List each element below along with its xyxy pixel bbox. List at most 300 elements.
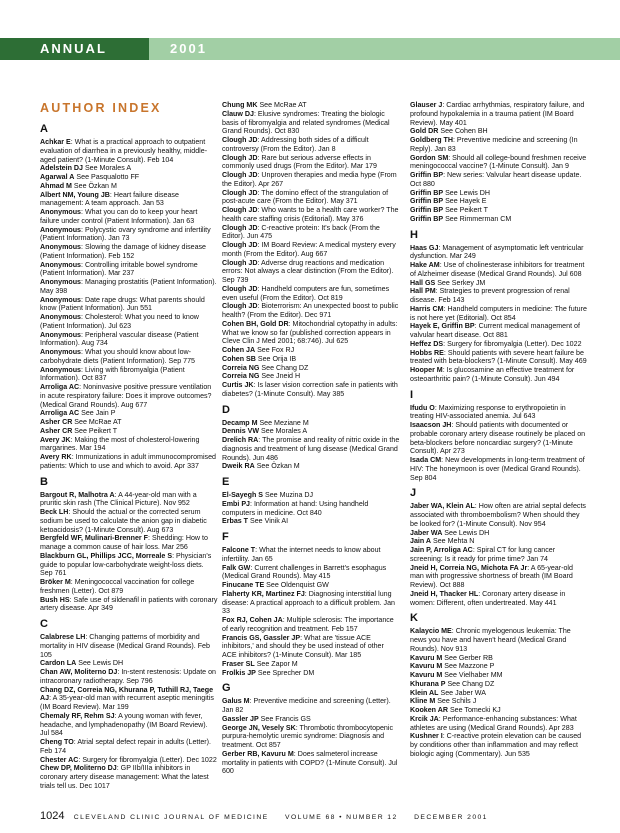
entry-text: See Jaber WA: [438, 688, 486, 697]
entry-text: See Fox RJ: [255, 346, 295, 354]
entry-text: : Should patients with severe heart failure be treated with beta-blockers? (1-Minute Consult). May 469: [410, 348, 587, 366]
index-entry: [410, 305, 588, 323]
index-entry: [410, 590, 588, 608]
index-entry: [222, 590, 400, 616]
entry-author: Chew DP, Moliterno DJ: [40, 764, 117, 773]
entry-author: Bush HS: [40, 595, 70, 604]
entry-author: Cohen JA: [222, 346, 256, 354]
entry-text: See Rimmerman CM: [443, 214, 512, 223]
index-entry: [222, 634, 400, 660]
entry-author: Blackburn GL, Phillips JCC, Morreale S: [40, 551, 173, 560]
index-entry: [222, 750, 400, 776]
entry-text: : Bioterrorism: An unexpected boost to public health? (From the Editor). Dec 971: [222, 302, 399, 319]
entry-text: : A 44-year-old man with a pruritic skin rash (The Clinical Picture). Nov 952: [40, 490, 197, 508]
entry-author: Cardon LA: [40, 659, 77, 668]
section-letter: I: [410, 388, 414, 401]
index-entry: [40, 668, 218, 686]
index-entry: [40, 508, 218, 534]
entry-text: : Surgery for fibromyalgia (Letter). Dec 1022: [443, 339, 582, 348]
entry-author: Kavuru M: [410, 653, 443, 662]
index-entry: [222, 427, 400, 436]
index-entry: [40, 243, 218, 261]
entry-author: Gassler JP: [222, 714, 259, 723]
entry-author: Jneid H, Thacker HL: [410, 589, 479, 598]
entry-author: Griffin BP: [410, 206, 444, 214]
entry-text: See Chang DZ: [445, 679, 495, 688]
entry-author: Klein AL: [410, 688, 439, 697]
index-entry: [40, 348, 218, 366]
entry-author: Isada CM: [410, 456, 442, 464]
entry-text: See Jain P: [79, 409, 116, 418]
index-entry: [40, 164, 218, 173]
entry-text: : What the internet needs to know about infertility. Jan 65: [222, 546, 381, 563]
entry-text: : A 35-year-old man with recurrent aseptic meningitis (IM Board Review). Mar 199: [40, 694, 214, 711]
entry-text: : Preventive medicine and screening (Letter). Jan 82: [222, 697, 391, 714]
index-entry: [410, 715, 588, 733]
index-entry: [40, 383, 218, 409]
entry-author: Anonymous: [40, 348, 81, 356]
index-entry: [410, 340, 588, 349]
entry-author: Frolkis JP: [222, 668, 256, 677]
entry-author: Galus M: [222, 697, 250, 706]
entry-author: Hobbs RE: [410, 348, 444, 357]
entry-author: Anonymous: [40, 243, 81, 251]
entry-author: Hall GS: [410, 278, 436, 287]
index-entry: [40, 331, 218, 349]
entry-author: Griffin BP: [410, 188, 444, 197]
index-column-3: [410, 101, 588, 759]
index-entry: [40, 552, 218, 578]
entry-text: : Does salmeterol increase mortality in patients with COPD? (1-Minute Consult). Jul 600: [222, 749, 398, 776]
entry-text: : Maximizing response to erythropoietin in treating HIV-associated anemia. Jul 643: [410, 403, 566, 421]
entry-author: Khurana P: [410, 679, 446, 688]
entry-author: Curtis JK: [222, 381, 254, 389]
entry-text: See McRae AT: [72, 418, 122, 426]
index-entry: [40, 596, 218, 614]
entry-text: : What are 'tissue ACE inhibitors,' and should they be used instead of other ACE inhibitors? (1-Minute Consult). Mar 185: [222, 633, 384, 659]
entry-author: Albert NM, Young JB: [40, 190, 110, 199]
entry-author: Griffin BP: [410, 171, 444, 179]
entry-text: : Spiral CT for lung cancer screening: Is it ready for prime time? Jan 74: [410, 546, 556, 563]
index-entry: [222, 101, 400, 110]
index-entry: [222, 462, 400, 471]
entry-text: See Mazzone P: [442, 662, 495, 671]
section-letter: F: [222, 531, 229, 543]
entry-author: Hall PM: [410, 287, 436, 296]
section-letter: G: [222, 682, 231, 695]
entry-author: Anonymous: [40, 295, 81, 304]
index-entry: [410, 127, 588, 136]
entry-author: Correia NG: [222, 363, 260, 372]
entry-author: Clough JD: [222, 206, 258, 214]
entry-text: : Slowing the damage of kidney disease (Patient Information). Feb 152: [40, 243, 207, 260]
index-entry: [40, 278, 218, 296]
entry-author: Drelich RA: [222, 436, 259, 444]
entry-author: Chan AW, Moliterno DJ: [40, 668, 118, 676]
section-letter: E: [222, 476, 230, 488]
index-entry: [222, 136, 400, 154]
entry-text: : Who wants to be a health care worker? The health care staffing crisis (Editorial). May 376: [222, 206, 399, 223]
entry-text: : A 65-year-old man with progressive shortness of breath (IM Board Review). Oct 888: [410, 563, 573, 589]
entry-text: See Morales A: [259, 427, 308, 436]
entry-text: : Managing prostatitis (Patient Information). May 398: [40, 278, 217, 295]
header-banner: [0, 38, 620, 78]
entry-author: Clough JD: [222, 241, 258, 249]
entry-text: : Current challenges in Barrett's esophagus (Medical Grand Rounds). May 415: [222, 563, 387, 581]
entry-author: Arroliga AC: [40, 383, 80, 391]
entry-author: Cohen SB: [222, 354, 256, 363]
entry-text: : How often are atrial septal defects associated with thromboembolism? When should they be looked for? (1-Minute Consult). Nov 954: [410, 502, 586, 528]
entry-text: See McRae AT: [257, 101, 307, 109]
index-entry: [410, 697, 588, 706]
section-letter: A: [40, 123, 48, 135]
section-letter: K: [410, 612, 418, 625]
entry-author: Agarwal A: [40, 173, 75, 181]
entry-author: Jaber WA: [410, 528, 443, 537]
entry-text: : Mitochondrial cytopathy in adults: What we know so far (published correction appears in Cleve Clin J Med 2001; 68:746). Jul 625: [222, 319, 398, 346]
index-entry: [40, 173, 218, 182]
index-entry: [410, 654, 588, 663]
index-entry: [410, 215, 588, 224]
index-entry: [410, 706, 588, 715]
entry-author: Adelstein DJ: [40, 164, 83, 173]
index-column-1: [40, 118, 218, 791]
index-entry: [222, 564, 400, 582]
index-entry: [222, 381, 400, 399]
entry-text: : Elusive syndromes: Treating the biologic basis of fibromyalgia and related syndromes (Medical Grand Rounds). Oct 830: [222, 109, 390, 136]
entry-author: Goldberg TH: [410, 136, 453, 144]
entry-text: : Adverse drug reactions and medication errors: Not always a clear distinction (From the Editor). Sep 739: [222, 258, 394, 284]
entry-text: : IM Board Review: A medical mystery every month (From the Editor). Aug 667: [222, 241, 396, 258]
index-entry: [410, 564, 588, 590]
entry-text: See Muzina DJ: [263, 491, 314, 499]
entry-author: Bröker M: [40, 578, 71, 586]
entry-text: See Jneid H: [259, 372, 301, 381]
index-entry: [222, 346, 400, 355]
section-letter: B: [40, 475, 48, 488]
entry-text: : Cardiac arrhythmias, respiratory failure, and profound hypokalemia in a trauma patient (IM Board Review). May 401: [410, 101, 585, 127]
entry-author: Chang DZ, Correia NG, Khurana P, Tuthill RJ, Taege AJ: [40, 685, 214, 703]
entry-author: Hooper M: [410, 366, 443, 374]
entry-author: Jain A: [410, 537, 432, 546]
index-entry: [222, 660, 400, 669]
entry-author: Cohen BH, Gold DR: [222, 319, 289, 328]
entry-text: : Preventive medicine and screening (In Reply). Jan 83: [410, 136, 578, 153]
entry-text: : New developments in long-term treatment of HIV: The honeymoon is over (Medical Grand Rounds). Sep 804: [410, 456, 585, 482]
index-entry: [40, 296, 218, 314]
entry-text: : Changing patterns of morbidity and mortality in HIV disease (Medical Grand Rounds). Feb 105: [40, 633, 210, 659]
entry-text: : Shedding: How to manage a common cause of hair loss. Mar 256: [40, 534, 208, 551]
index-entry: [410, 529, 588, 538]
index-entry: [40, 191, 218, 209]
entry-text: : Immunizations in adult immunocompromised patients: Which to use and which to avoid. Apr 337: [40, 453, 216, 470]
entry-text: See Mehta N: [431, 537, 475, 546]
index-entry: [222, 491, 400, 500]
index-entry: [410, 680, 588, 689]
entry-text: : Polycystic ovary syndrome and infertility (Patient Information). Jan 73: [40, 225, 211, 243]
entry-author: Ifudu O: [410, 403, 435, 412]
entry-author: Arroliga AC: [40, 409, 80, 418]
entry-author: Falk GW: [222, 563, 251, 572]
index-entry: [410, 421, 588, 456]
entry-text: : Strategies to prevent progression of renal disease. Feb 143: [410, 287, 570, 304]
entry-text: See Morales A: [82, 164, 132, 173]
index-entry: [410, 349, 588, 367]
entry-author: Decamp M: [222, 418, 258, 427]
entry-text: : In-stent restenosis: Update on intracoronary radiotherapy. Sep 796: [40, 668, 216, 685]
entry-text: See Peikert T: [443, 206, 488, 214]
entry-text: : Diagnosing interstitial lung disease: A practical approach to a difficult problem. Jan 33: [222, 589, 395, 616]
entry-text: See Oldenquist GW: [264, 581, 329, 589]
index-entry: [222, 355, 400, 364]
entry-author: Kushner I: [410, 732, 443, 741]
index-entry: [222, 206, 400, 224]
entry-text: See Özkan M: [254, 462, 300, 471]
index-entry: [40, 182, 218, 191]
index-entry: [222, 546, 400, 564]
entry-author: Kline M: [410, 697, 436, 706]
index-entry: [40, 633, 218, 659]
entry-text: : Use of cholinesterase inhibitors for treatment of Alzheimer disease (Medical Grand Rounds). Jul 608: [410, 261, 585, 278]
entry-text: See Vinik AI: [248, 517, 289, 526]
header-year: 2001: [170, 41, 207, 56]
entry-author: Clough JD: [222, 136, 258, 144]
entry-text: See Francis GS: [258, 714, 311, 723]
entry-text: : Management of asymptomatic left ventricular dysfunction. Mar 249: [410, 243, 584, 261]
index-column-2: [222, 101, 400, 776]
index-entry: [222, 364, 400, 373]
index-entry: [410, 261, 588, 279]
entry-text: : The domino effect of the strangulation of post-acute care (From the Editor). May 371: [222, 188, 389, 206]
index-entry: [222, 171, 400, 189]
index-entry: [222, 189, 400, 207]
index-entry: [40, 226, 218, 244]
entry-text: : What you should know about low-carbohydrate diets (Patient Information). Sep 775: [40, 348, 195, 365]
entry-text: : Noninvasive positive pressure ventilation in acute respiratory failure: Does it improve outcomes? (Medical Grand Rounds). Aug 677: [40, 383, 212, 409]
issue-date: DECEMBER 2001: [414, 814, 488, 821]
index-entry: [410, 136, 588, 154]
index-entry: [222, 616, 400, 634]
entry-author: Fox RJ, Cohen JA: [222, 616, 283, 624]
index-entry: [40, 427, 218, 436]
journal-name: CLEVELAND CLINIC JOURNAL OF MEDICINE: [73, 814, 269, 821]
index-entry: [222, 724, 400, 750]
entry-author: Falcone T: [222, 546, 256, 554]
index-entry: [410, 537, 588, 546]
entry-text: : Thrombotic thrombocytopenic purpura-hemolytic uremic syndrome: Diagnosis and treatment. Oct 857: [222, 723, 393, 749]
entry-text: : What is a practical approach to outpatient evaluation of diarrhea in a previously healthy, middle-aged patient? (1-Minute Consult). Feb 104: [40, 138, 208, 164]
index-entry: [222, 320, 400, 346]
entry-author: Clough JD: [222, 188, 258, 197]
index-entry: [410, 546, 588, 564]
entry-text: : The promise and reality of nitric oxide in the diagnosis and treatment of lung disease (Medical Grand Rounds). Jun 486: [222, 436, 400, 462]
index-entry: [40, 764, 218, 790]
entry-author: Anonymous: [40, 260, 81, 269]
entry-author: Clough JD: [222, 258, 258, 267]
entry-author: Clough JD: [222, 284, 258, 293]
index-entry: [40, 409, 218, 418]
index-entry: [410, 197, 588, 206]
entry-author: Chemaly RF, Rehm SJ: [40, 711, 115, 720]
entry-author: Kavuru M: [410, 671, 443, 679]
entry-author: Clough JD: [222, 153, 258, 162]
entry-author: Finucane TE: [222, 581, 265, 589]
volume-issue: VOLUME 68 • NUMBER 12: [285, 814, 398, 821]
entry-author: Bargout R, Malhotra A: [40, 490, 115, 499]
entry-text: See Lewis DH: [443, 188, 491, 197]
entry-author: Bergfeld WF, Mulinari-Brenner F: [40, 534, 148, 543]
index-entry: [40, 418, 218, 427]
entry-author: Flaherty KR, Martinez FJ: [222, 589, 305, 598]
entry-text: See Tomecki KJ: [447, 706, 501, 714]
entry-text: See Cohen BH: [438, 127, 488, 136]
entry-text: : Handheld computers are fun, sometimes even useful (From the Editor). Oct 819: [222, 284, 390, 302]
index-entry: [222, 419, 400, 428]
entry-author: Anonymous: [40, 330, 81, 339]
entry-author: Jneid H, Correia NG, Michota FA Jr: [410, 563, 528, 572]
entry-text: : New series: Valvular heart disease update. Oct 880: [410, 171, 582, 188]
entry-text: See Özkan M: [71, 181, 117, 190]
entry-text: : Handheld computers in medicine: The future is not here yet (Editorial). Oct 854: [410, 304, 587, 322]
index-entry: [40, 261, 218, 279]
index-entry: [410, 627, 588, 653]
index-entry: [40, 208, 218, 226]
index-entry: [410, 171, 588, 189]
page-title: AUTHOR INDEX: [40, 101, 162, 115]
page-footer: [40, 810, 488, 822]
entry-author: Kalaycio ME: [410, 627, 452, 636]
entry-text: See Lewis DH: [442, 528, 490, 537]
entry-author: Gordon SM: [410, 153, 449, 162]
index-entry: [410, 732, 588, 758]
section-letter: C: [40, 618, 48, 630]
entry-text: See Sprecher DM: [255, 668, 315, 677]
index-entry: [40, 366, 218, 384]
entry-author: George JN, Vesely SK: [222, 723, 296, 732]
entry-author: Francis GS, Gassler JP: [222, 633, 301, 642]
index-entry: [222, 715, 400, 724]
entry-text: : Chronic myelogenous leukemia: The news you have and haven't heard (Medical Grand Rounds). Nov 913: [410, 627, 571, 653]
index-entry: [410, 366, 588, 384]
index-entry: [222, 224, 400, 242]
index-entry: [410, 154, 588, 172]
index-entry: [222, 581, 400, 590]
index-entry: [40, 313, 218, 331]
section-letter: D: [222, 403, 230, 416]
entry-text: See Gerber RB: [442, 653, 493, 662]
entry-author: Clough JD: [222, 302, 258, 311]
entry-text: See Orija IB: [255, 354, 297, 363]
entry-text: See Serkey JM: [435, 278, 486, 287]
entry-text: : Cholesterol: What you need to know (Patient Information). Jul 623: [40, 313, 199, 330]
index-entry: [40, 453, 218, 471]
entry-author: Anonymous: [40, 278, 81, 286]
index-entry: [40, 436, 218, 454]
entry-text: : Atrial septal defect repair in adults (Letter). Feb 174: [40, 738, 211, 755]
entry-text: : Performance-enhancing substances: What athletes are using (Medical Grand Rounds). Apr 283: [410, 714, 577, 732]
entry-text: : Heart failure disease management: A team approach. Jan 53: [40, 190, 179, 208]
entry-author: Clough JD: [222, 171, 258, 179]
entry-text: : Meningococcal vaccination for college freshmen (Letter). Oct 879: [40, 578, 195, 595]
entry-text: : Coronary artery disease in women: Different, often undertreated. May 441: [410, 589, 566, 607]
entry-author: Ahmad M: [40, 181, 72, 190]
index-entry: [40, 491, 218, 509]
entry-author: Erbas T: [222, 517, 249, 526]
entry-text: : Is laser vision correction safe in patients with diabetes? (1-Minute Consult). May 385: [222, 381, 398, 398]
index-entry: [410, 101, 588, 127]
index-entry: [40, 659, 218, 668]
entry-author: Heffez DS: [410, 339, 444, 348]
entry-text: : Addressing both sides of a difficult controversy (From the Editor). Jan 8: [222, 136, 369, 153]
entry-text: See Lewis DH: [76, 659, 124, 668]
entry-author: Fraser SL: [222, 659, 255, 668]
entry-text: See Vielhaber MM: [442, 671, 503, 679]
entry-author: Chester AC: [40, 755, 79, 764]
entry-author: Kavuru M: [410, 662, 443, 671]
entry-author: Avery JK: [40, 435, 71, 444]
entry-text: : Information at hand: Using handheld computers in medicine. Oct 840: [222, 499, 369, 517]
index-entry: [40, 686, 218, 712]
index-entry: [222, 110, 400, 136]
index-entry: [40, 578, 218, 596]
section-letter: H: [410, 228, 418, 241]
entry-text: : Is glucosamine an effective treatment for osteoarthritic pain? (1-Minute Consult). Jun 494: [410, 366, 575, 383]
entry-text: : A young woman with fever, headache, and lymphadenopathy (IM Board Review). Jul 584: [40, 711, 208, 738]
entry-author: Anonymous: [40, 225, 81, 234]
index-entry: [222, 154, 400, 172]
entry-text: : What you can do to keep your heart failure under control (Patient Information). Jan 63: [40, 208, 198, 225]
entry-text: : Date rape drugs: What parents should know (Patient Information). Jun 551: [40, 295, 205, 313]
entry-author: Avery RK: [40, 453, 72, 461]
entry-author: Jain P, Arroliga AC: [410, 546, 473, 554]
entry-text: : Controlling irritable bowel syndrome (Patient Information). Mar 237: [40, 260, 198, 278]
entry-text: See Meziane M: [257, 418, 309, 427]
entry-author: Anonymous: [40, 208, 81, 216]
index-entry: [40, 712, 218, 738]
index-entry: [410, 502, 588, 528]
entry-text: : Making the most of cholesterol-lowering margarines. Mar 194: [40, 435, 200, 453]
index-entry: [222, 302, 400, 320]
entry-author: Anonymous: [40, 313, 81, 321]
entry-text: : Safe use of sildenafil in patients with coronary artery disease. Apr 349: [40, 595, 218, 613]
entry-author: Griffin BP: [410, 214, 444, 223]
index-entry: [40, 138, 218, 164]
entry-author: Cheng TO: [40, 738, 74, 746]
entry-author: Correia NG: [222, 372, 260, 381]
entry-author: Hake AM: [410, 261, 440, 269]
entry-text: : GP IIb/IIIa inhibitors in coronary artery disease management: What the latest trials tell us. Dec 1017: [40, 764, 209, 790]
entry-text: See Schils J: [435, 697, 477, 706]
index-entry: [222, 285, 400, 303]
entry-text: See Peikert T: [72, 426, 118, 435]
entry-author: Gold DR: [410, 127, 439, 136]
entry-author: Asher CR: [40, 418, 73, 426]
entry-author: Clauw DJ: [222, 109, 254, 118]
entry-author: Gerber RB, Kavuru M: [222, 749, 294, 758]
index-entry: [222, 500, 400, 518]
entry-text: : Should all college-bound freshmen receive meningococcal vaccine? (1-Minute Consult). Jan 9: [410, 153, 587, 171]
entry-author: Achkar E: [40, 138, 71, 146]
entry-author: Dweik RA: [222, 462, 255, 471]
entry-author: El-Sayegh S: [222, 491, 264, 499]
index-entry: [410, 404, 588, 422]
index-entry: [222, 517, 400, 526]
entry-author: Kooken AR: [410, 706, 448, 714]
entry-text: : Multiple sclerosis: The importance of early recognition and treatment. Feb 157: [222, 616, 394, 633]
index-entry: [410, 244, 588, 262]
entry-text: : Should the actual or the corrected serum sodium be used to calculate the anion gap in diabetic ketoacidosis? (1-Minute Consult). Aug 673: [40, 508, 207, 534]
entry-author: Jaber WA, Klein AL: [410, 502, 475, 511]
